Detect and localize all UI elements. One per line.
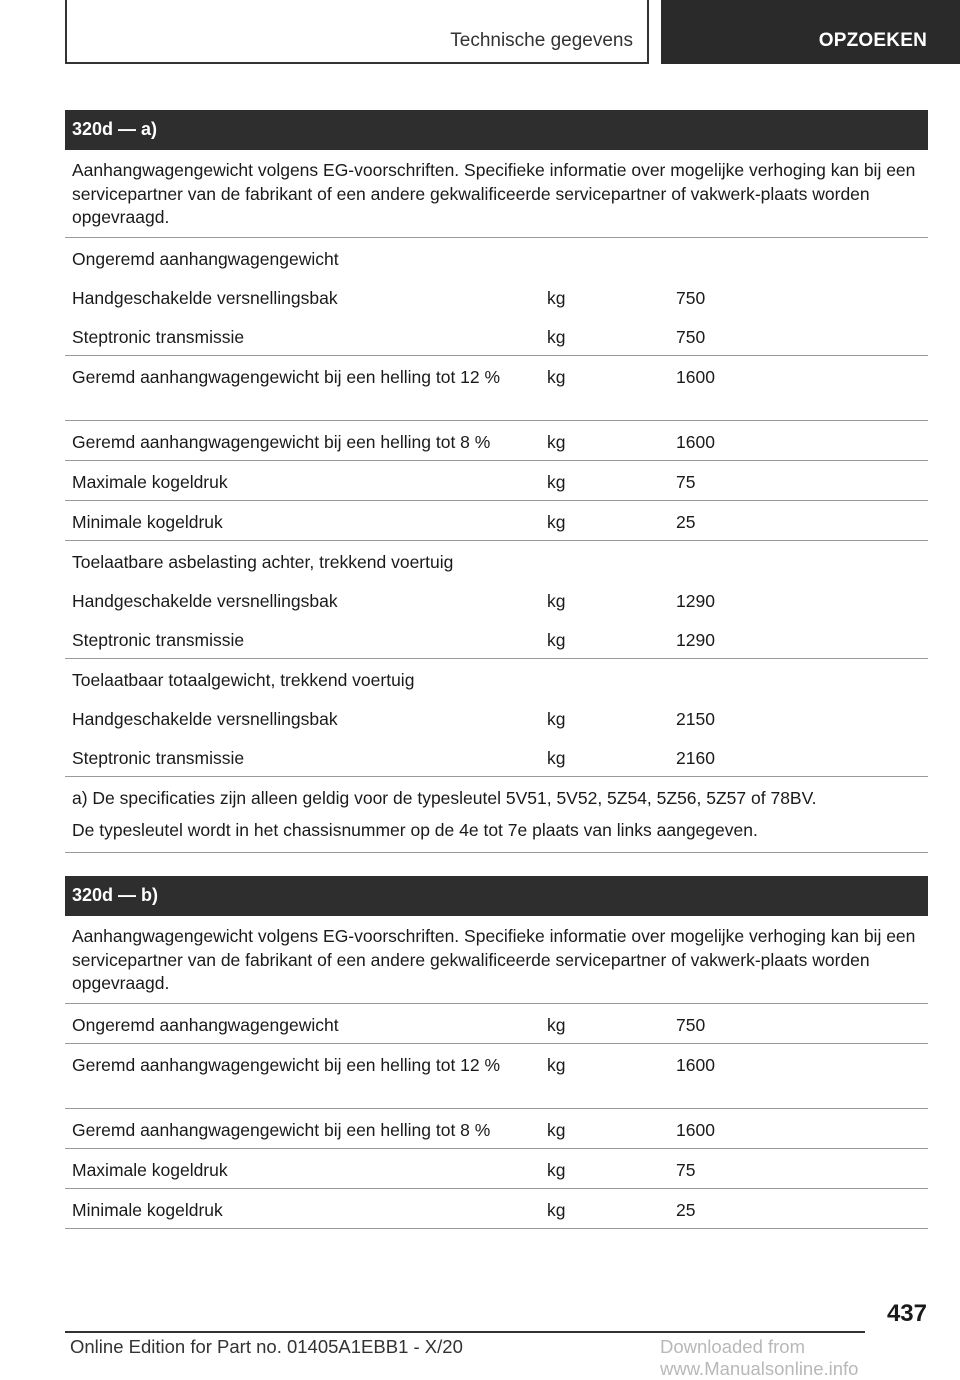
row-unit: kg	[547, 630, 566, 650]
table-row	[65, 238, 928, 277]
row-value: 1600	[676, 432, 715, 452]
row-label: Handgeschakelde versnellingsbak	[72, 591, 338, 611]
row-label: Minimale kogeldruk	[72, 1200, 223, 1220]
table-row	[65, 461, 928, 501]
row-label: Maximale kogeldruk	[72, 472, 228, 492]
row-label: Minimale kogeldruk	[72, 512, 223, 532]
spec-table-320d-a	[65, 110, 928, 853]
table-row	[65, 356, 928, 421]
row-label: Ongeremd aanhangwagengewicht	[72, 249, 339, 269]
row-unit: kg	[547, 591, 566, 611]
row-label: Handgeschakelde versnellingsbak	[72, 288, 338, 308]
row-unit: kg	[547, 748, 566, 768]
section-title: Technische gegevens	[450, 30, 633, 51]
row-label: Geremd aanhangwagengewicht bij een helling tot 12 %	[72, 1055, 501, 1075]
row-unit: kg	[547, 512, 566, 532]
row-unit: kg	[547, 1120, 566, 1140]
table-row	[65, 1109, 928, 1149]
table-heading: 320d — b)	[65, 876, 928, 916]
row-unit: kg	[547, 1055, 566, 1075]
row-unit: kg	[547, 432, 566, 452]
footnote: a) De specificaties zijn alleen geldig voor de typesleutel 5V51, 5V52, 5Z54, 5Z56, 5Z57 of 78BV.	[72, 788, 817, 808]
row-unit: kg	[547, 327, 566, 347]
table-heading: 320d — a)	[65, 110, 928, 150]
table-row	[65, 277, 928, 316]
chapter-tab[interactable]	[661, 0, 960, 64]
table-row	[65, 1004, 928, 1044]
spec-table-320d-b	[65, 876, 928, 1229]
table-row	[65, 541, 928, 580]
table-row	[65, 619, 928, 659]
row-value: 75	[676, 472, 696, 492]
table-row	[65, 316, 928, 356]
table-row	[65, 421, 928, 461]
chapter-label: OPZOEKEN	[818, 30, 927, 51]
table-row	[65, 1149, 928, 1189]
footer-divider	[65, 1331, 865, 1333]
row-label: Handgeschakelde versnellingsbak	[72, 709, 338, 729]
row-value: 750	[676, 1015, 706, 1035]
row-value: 750	[676, 327, 706, 347]
table-row	[65, 659, 928, 698]
row-value: 2150	[676, 709, 715, 729]
row-value: 750	[676, 288, 706, 308]
row-value: 75	[676, 1160, 696, 1180]
table-description: Aanhangwagengewicht volgens EG-voorschriften. Specifieke informatie over mogelijke verhoging kan bij een servicepartner van de fabrikant of een andere gekwalificeerde servicepartner of vakwerk-plaats worden opgevraagd.	[65, 150, 928, 238]
table-row	[65, 737, 928, 777]
row-value: 25	[676, 1200, 696, 1220]
row-unit: kg	[547, 288, 566, 308]
row-value: 1600	[676, 1055, 715, 1075]
row-value: 1290	[676, 630, 715, 650]
row-label: Geremd aanhangwagengewicht bij een helling tot 12 %	[72, 367, 501, 387]
page-number: 437	[886, 1300, 927, 1327]
table-row	[65, 1044, 928, 1109]
row-value: 1600	[676, 367, 715, 387]
row-value: 1290	[676, 591, 715, 611]
row-label: Geremd aanhangwagengewicht bij een helling tot 8 %	[72, 432, 491, 452]
row-label: Geremd aanhangwagengewicht bij een helling tot 8 %	[72, 1120, 491, 1140]
row-unit: kg	[547, 1200, 566, 1220]
row-label: Steptronic transmissie	[72, 327, 245, 347]
row-value: 1600	[676, 1120, 715, 1140]
row-label: Toelaatbare asbelasting achter, trekkend voertuig	[72, 552, 454, 572]
table-row	[65, 698, 928, 737]
row-unit: kg	[547, 709, 566, 729]
footnote: De typesleutel wordt in het chassisnummer op de 4e tot 7e plaats van links aangegeven.	[65, 810, 928, 853]
watermark: Downloaded from www.Manualsonline.info	[660, 1336, 859, 1379]
row-unit: kg	[547, 472, 566, 492]
table-row	[65, 580, 928, 619]
edition-text: Online Edition for Part no. 01405A1EBB1 - X/20	[70, 1336, 463, 1357]
row-value: 25	[676, 512, 696, 532]
row-label: Steptronic transmissie	[72, 630, 245, 650]
row-label: Steptronic transmissie	[72, 748, 245, 768]
row-unit: kg	[547, 367, 566, 387]
table-description: Aanhangwagengewicht volgens EG-voorschriften. Specifieke informatie over mogelijke verhoging kan bij een servicepartner van de fabrikant of een andere gekwalificeerde servicepartner of vakwerk-plaats worden opgevraagd.	[65, 916, 928, 1004]
row-label: Ongeremd aanhangwagengewicht	[72, 1015, 339, 1035]
header-title-box	[65, 0, 649, 64]
row-label: Toelaatbaar totaalgewicht, trekkend voertuig	[72, 670, 415, 690]
table-row	[65, 501, 928, 541]
row-unit: kg	[547, 1015, 566, 1035]
row-label: Maximale kogeldruk	[72, 1160, 228, 1180]
table-row	[65, 1189, 928, 1229]
row-unit: kg	[547, 1160, 566, 1180]
row-value: 2160	[676, 748, 715, 768]
